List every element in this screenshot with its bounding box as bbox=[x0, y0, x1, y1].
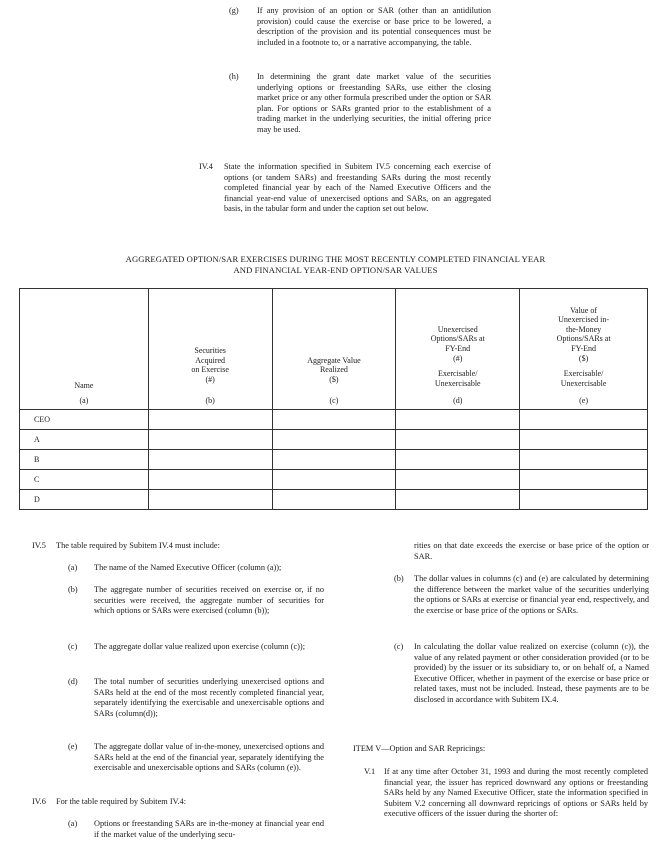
list-item-text: The aggregate dollar value realized upon exercise (column (c)); bbox=[94, 642, 306, 651]
table-row bbox=[20, 410, 648, 430]
list-item-text: In calculating the dollar value realized on exercise (column (c)), the value of any related payment or other consideration provided (or to be provided) by the issuer or its subsidiary to, or on behalf of, a Named Executive Officer, whether in payment of the exercise or base price or related taxes, must not be included. Instead, these payments are to be disclosed in accordance with Subitem IX.4. bbox=[414, 642, 649, 704]
row-name: D bbox=[20, 490, 149, 510]
table-title-line1: AGGREGATED OPTION/SAR EXERCISES DURING THE MOST RECENTLY COMPLETED FINANCIAL YEAR bbox=[125, 254, 546, 264]
subitem-label: IV.6 bbox=[32, 797, 46, 806]
header-main: Aggregate Value Realized ($) bbox=[307, 355, 361, 384]
list-item-text: The dollar values in columns (c) and (e) are calculated by determining the difference between the market value of the securities underlying the options or SARs at exercise or financial year end, respectively, and the exercise or base price of the options or SARs. bbox=[414, 574, 649, 615]
list-item-text: The name of the Named Executive Officer (column (a)); bbox=[94, 563, 282, 572]
header-main: Name bbox=[74, 380, 94, 390]
row-name: B bbox=[20, 450, 149, 470]
column-letter: (e) bbox=[579, 396, 589, 406]
list-item-label: (c) bbox=[68, 642, 78, 651]
column-letter: (b) bbox=[205, 396, 215, 406]
list-item-label: (b) bbox=[394, 574, 404, 583]
list-item-label: (a) bbox=[68, 563, 78, 572]
paragraph-text: In determining the grant date market value of the securities underlying options or freestanding SARs, use either the closing market price or any other formula prescribed under the option or SAR plan. For options or SARs granted prior to the establishment of a trading market in the underlying securities, the initial offering price may be used. bbox=[257, 72, 491, 134]
header-sub: Exercisable/ Unexercisable bbox=[560, 369, 607, 388]
row-name: CEO bbox=[20, 410, 149, 430]
paragraph-text: If any provision of an option or SAR (other than an antidilution provision) could cause the exercise or base price to be lowered, a description of the provision and its potential consequences must be included in a footnote to, or a narrative accompanying, the table. bbox=[257, 6, 491, 47]
header-aggregate-value bbox=[272, 289, 396, 410]
subitem-text: State the information specified in Subitem IV.5 concerning each exercise of options (or tandem SARs) and freestanding SARs during the most recently completed financial year by each of the Named Executive Officers and the financial year-end value of unexercised options and SARs, on an aggregated basis, in the tabular form and under the caption set out below. bbox=[224, 162, 491, 214]
list-item-label: (e) bbox=[68, 742, 78, 751]
table-row bbox=[20, 430, 648, 450]
paragraph-label: (g) bbox=[229, 6, 239, 15]
list-item-label: (d) bbox=[68, 677, 78, 686]
header-unexercised bbox=[396, 289, 520, 410]
subitem-label: IV.5 bbox=[32, 541, 46, 550]
list-item-label: (c) bbox=[394, 642, 404, 651]
item-v-heading: ITEM V—Option and SAR Repricings: bbox=[353, 744, 486, 753]
table-row bbox=[20, 470, 648, 490]
table-title-line2: AND FINANCIAL YEAR-END OPTION/SAR VALUES bbox=[233, 265, 438, 275]
column-letter: (d) bbox=[453, 396, 463, 406]
header-name bbox=[20, 289, 149, 410]
list-item-text: The total number of securities underlying unexercised options and SARs held at the end of the most recently completed financial year, separately identifying the exercisable and unexercisable options and SARs (column(d)); bbox=[94, 677, 324, 718]
header-value-unexercised bbox=[520, 289, 648, 410]
table-header-row bbox=[20, 289, 648, 410]
column-letter: (a) bbox=[79, 396, 89, 406]
header-main: Securities Acquired on Exercise (#) bbox=[191, 346, 229, 384]
subitem-label: V.1 bbox=[364, 767, 376, 776]
subitem-text: The table required by Subitem IV.4 must include: bbox=[56, 541, 220, 550]
list-item-label: (a) bbox=[68, 819, 78, 828]
list-item-text: Options or freestanding SARs are in-the-money at financial year end if the market value of the underlying secu- bbox=[94, 819, 324, 839]
row-name: C bbox=[20, 470, 149, 490]
option-sar-table bbox=[19, 288, 648, 510]
list-item-text: The aggregate number of securities received on exercise or, if no securities were received, the aggregate number of securities for which options or SARs were exercised (column (b)); bbox=[94, 585, 324, 616]
header-main: Unexercised Options/SARs at FY-End (#) bbox=[430, 324, 485, 363]
list-item-text: The aggregate dollar value of in-the-money, unexercised options and SARs held at the end of the financial year, separately identifying the exercisable and unexercisable options and SARs (column (e)). bbox=[94, 742, 324, 773]
header-securities-acquired bbox=[148, 289, 272, 410]
continued-paragraph: rities on that date exceeds the exercise or base price of the option or SAR. bbox=[414, 541, 649, 561]
row-name: A bbox=[20, 430, 149, 450]
subitem-label: IV.4 bbox=[199, 162, 213, 171]
list-item-label: (b) bbox=[68, 585, 78, 594]
subitem-text: If at any time after October 31, 1993 and during the most recently completed financial year, the issuer has repriced downward any options or freestanding SARs held by any Named Executive Officer, state the information specified in Subitem V.2 concerning all downward repricings of options or SARs held by executive officers of the issuer during the shorter of: bbox=[384, 767, 648, 819]
table-row bbox=[20, 450, 648, 470]
header-sub: Exercisable/ Unexercisable bbox=[434, 369, 481, 388]
paragraph-label: (h) bbox=[229, 72, 239, 81]
subitem-text: For the table required by Subitem IV.4: bbox=[56, 797, 187, 806]
column-letter: (c) bbox=[329, 396, 339, 406]
header-main: Value of Unexercised in- the-Money Options/SARs at FY-End ($) bbox=[556, 305, 611, 363]
table-row bbox=[20, 490, 648, 510]
